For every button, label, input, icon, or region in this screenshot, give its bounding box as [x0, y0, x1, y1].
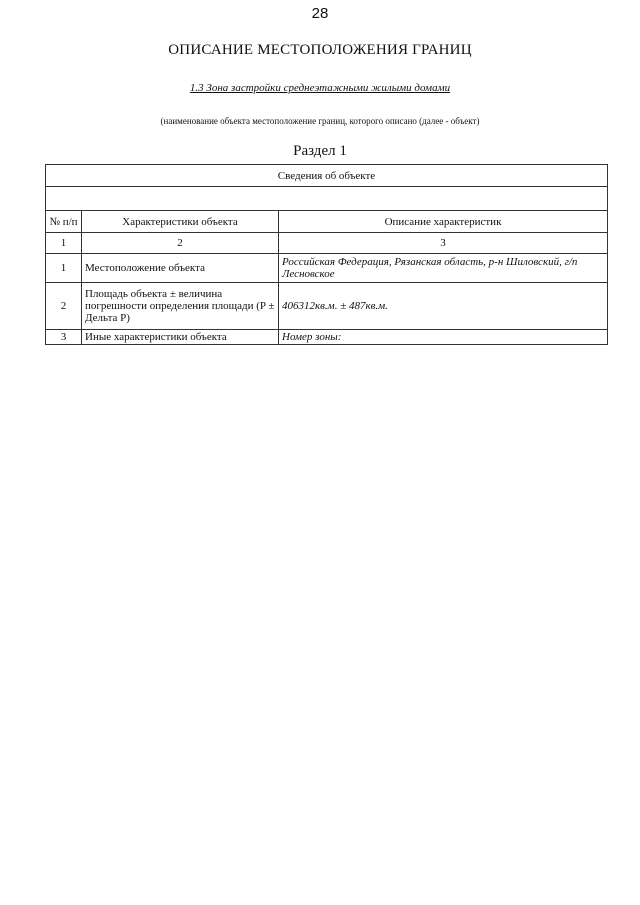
table-column-headers: [46, 211, 608, 233]
section-title: Раздел 1: [293, 143, 347, 159]
row-value: Российская Федерация, Рязанская область, р-н Шиловский, г/п Лесновское: [279, 254, 608, 283]
column-header-number: № п/п: [46, 211, 82, 233]
column-number-1: 1: [46, 233, 82, 254]
column-number-2: 2: [82, 233, 279, 254]
row-characteristic: Площадь объекта ± величина погрешности определения площади (P ± Дельта P): [82, 283, 279, 330]
row-value: 406312кв.м. ± 487кв.м.: [279, 283, 608, 330]
row-characteristic: Местоположение объекта: [82, 254, 279, 283]
object-caption: (наименование объекта местоположение границ, которого описано (далее - объект): [160, 116, 480, 126]
row-value: Номер зоны:: [279, 330, 608, 345]
page-number: 28: [311, 5, 329, 22]
table-column-numbers: [46, 233, 608, 254]
table-row: [46, 254, 608, 283]
table-header: Сведения об объекте: [46, 165, 608, 187]
column-header-description: Описание характеристик: [279, 211, 608, 233]
object-info-table: [45, 164, 608, 345]
column-header-characteristic: Характеристики объекта: [82, 211, 279, 233]
object-name-text: 1.3 Зона застройки среднеэтажными жилыми домами: [189, 82, 451, 94]
table-row: [46, 283, 608, 330]
row-characteristic: Иные характеристики объекта: [82, 330, 279, 345]
table-row: [46, 330, 608, 345]
table-empty-row: [46, 187, 608, 211]
column-number-3: 3: [279, 233, 608, 254]
object-name: [0, 82, 640, 94]
row-number: 3: [46, 330, 82, 345]
row-number: 2: [46, 283, 82, 330]
row-number: 1: [46, 254, 82, 283]
document-title: ОПИСАНИЕ МЕСТОПОЛОЖЕНИЯ ГРАНИЦ: [168, 42, 472, 58]
